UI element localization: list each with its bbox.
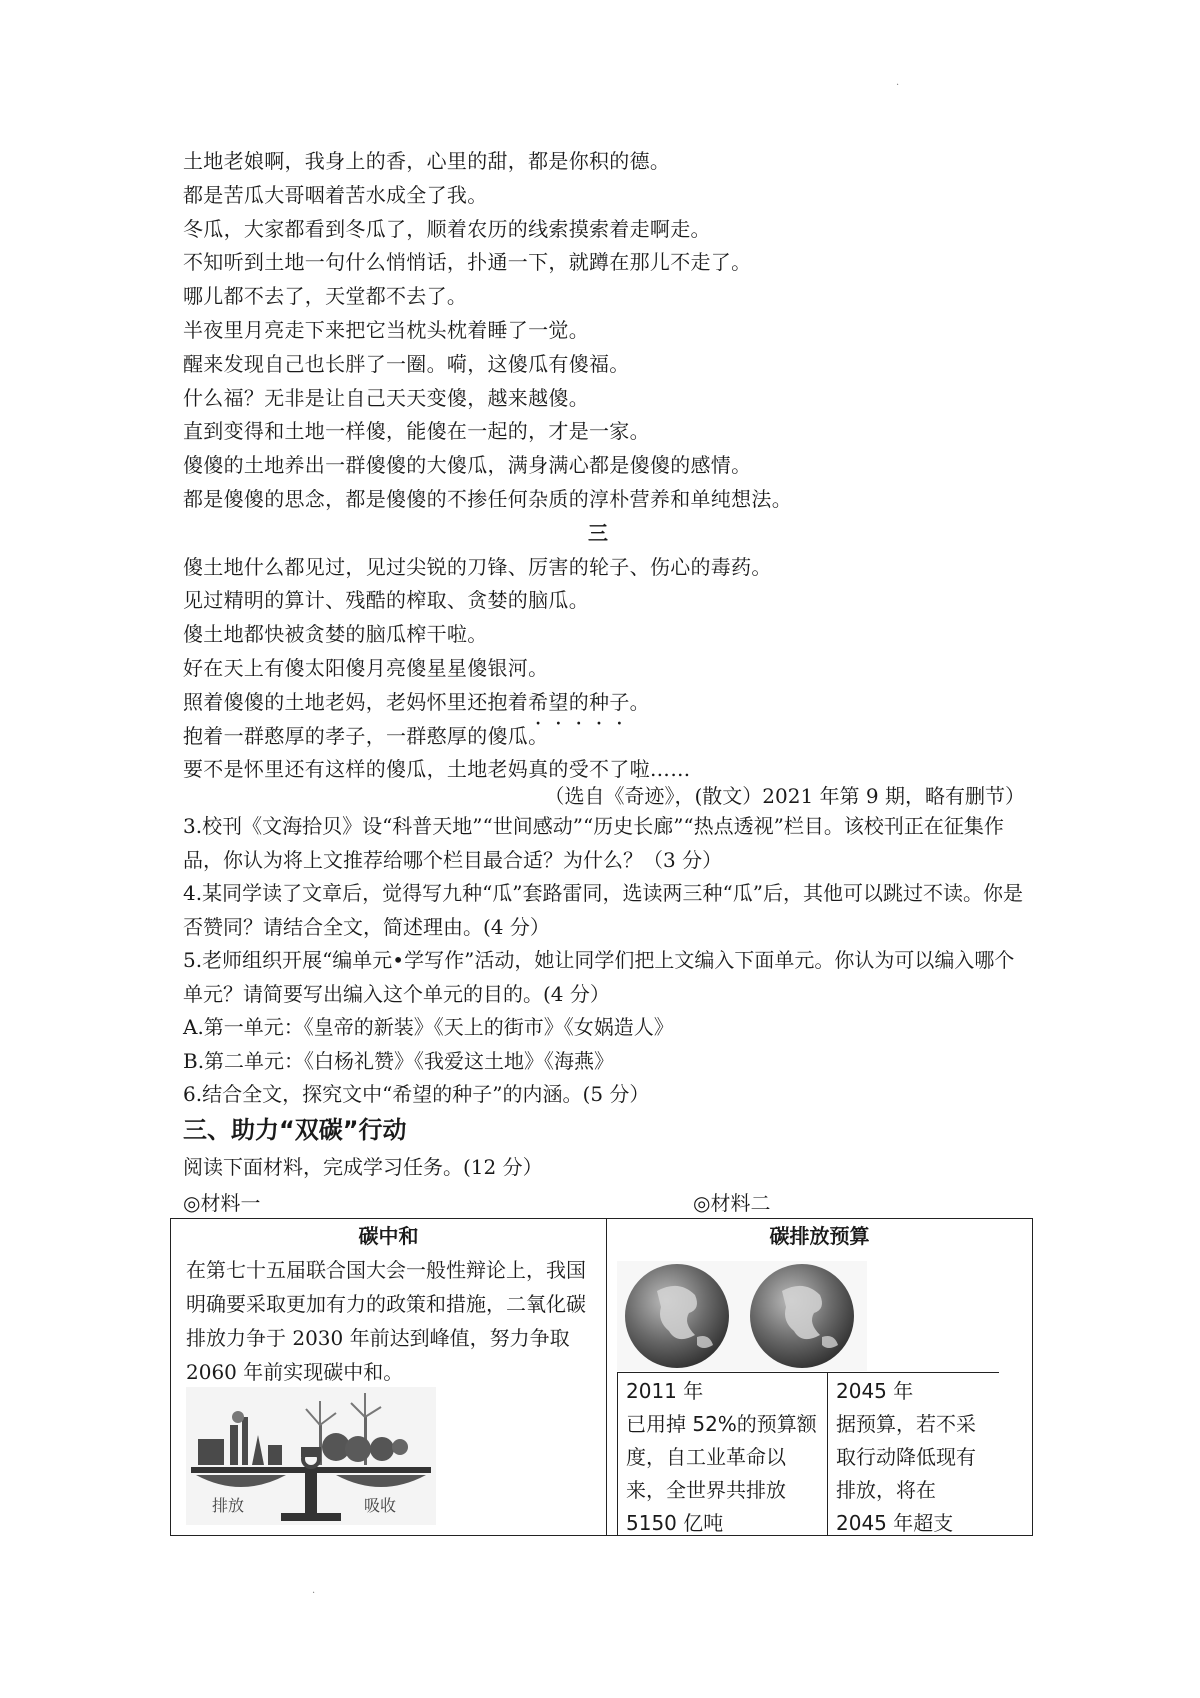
poem-line: 傻傻的土地养出一群傻傻的大傻瓜，满身满心都是傻傻的感情。: [183, 453, 752, 478]
section-title: 三、助力“双碳”行动: [183, 1116, 407, 1144]
scan-dot: ·: [312, 1588, 316, 1599]
poem-line: 半夜里月亮走下来把它当枕头枕着睡了一觉。: [183, 317, 589, 342]
material-2-title: 碳排放预算: [769, 1224, 870, 1248]
material-1-label: ◎材料一: [183, 1191, 261, 1215]
globe-2045-icon: [750, 1264, 854, 1368]
emphasis-char: 的: [568, 689, 590, 714]
poem-line: 不知听到土地一句什么悄悄话，扑通一下，就蹲在那儿不走了。: [183, 250, 752, 275]
section-intro: 阅读下面材料，完成学习任务。(12 分）: [183, 1155, 543, 1179]
budget-2011-year: 2011 年: [626, 1379, 704, 1403]
budget-2045-year: 2045 年: [836, 1379, 914, 1403]
emphasis-char: 子: [609, 689, 630, 714]
poem-line-seed: [183, 686, 1043, 720]
carbon-budget-table: [617, 1372, 999, 1536]
emphasis-char: 希: [528, 689, 549, 714]
poem-line: 见过精明的算计、残酷的榨取、贪婪的脑瓜。: [183, 588, 589, 613]
question-3: 3.校刊《文海拾贝》设“科普天地”“世间感动”“历史长廊”“热点透视”栏目。该校刊正在征集作品，你认为将上文推荐给哪个栏目最合适？为什么？（3 分）: [183, 814, 1004, 872]
emphasis-char: 种: [589, 689, 610, 714]
budget-2011-cell: [618, 1373, 828, 1536]
poem-line: 好在天上有傻太阳傻月亮傻星星傻银河。: [183, 655, 549, 680]
poem-line: 傻土地都快被贪婪的脑瓜榨干啦。: [183, 622, 488, 647]
seed-line-start: 照着傻傻的土地老妈，老妈怀里还抱着: [183, 689, 529, 714]
emphasis-char: 望: [548, 689, 569, 714]
emission-label: 排放: [212, 1496, 245, 1515]
seed-line-end: 。: [629, 689, 650, 714]
absorption-label: 吸收: [364, 1496, 397, 1515]
materials-table: [170, 1218, 1033, 1536]
budget-2045-text: 据预算，若不采取行动降低现有排放，将在 2045 年超支: [836, 1412, 976, 1535]
poem-line: 傻土地什么都见过，见过尖锐的刀锋、厉害的轮子、伤心的毒药。: [183, 554, 772, 579]
material-2-label: ◎材料二: [693, 1191, 771, 1215]
scan-dot: ·: [896, 80, 900, 91]
globe-2011-icon: [625, 1264, 729, 1368]
poem-line: 都是苦瓜大哥咽着苦水成全了我。: [183, 182, 488, 207]
poem-excerpt: [183, 145, 1043, 787]
material-1-cell: [171, 1219, 607, 1535]
poem-line: 土地老娘啊，我身上的香，心里的甜，都是你积的德。: [183, 149, 671, 173]
option-b: B.第二单元：《白杨礼赞》《我爱这土地》《海燕》: [183, 1048, 615, 1073]
poem-line: 醒来发现自己也长胖了一圈。嗬，这傻瓜有傻福。: [183, 351, 630, 376]
globes-illustration: [617, 1261, 867, 1371]
question-6: 6.结合全文，探究文中“希望的种子”的内涵。(5 分）: [183, 1082, 650, 1106]
question-list: [183, 810, 1028, 1112]
material-1-title: 碳中和: [358, 1224, 419, 1248]
option-a: A.第一单元：《皇帝的新装》《天上的街市》《女娲造人》: [183, 1015, 674, 1039]
poem-line: 要不是怀里还有这样的傻瓜，土地老妈真的受不了啦……: [183, 757, 691, 782]
poem-line: 抱着一群憨厚的孝子，一群憨厚的傻瓜。: [183, 723, 549, 748]
budget-2011-text: 已用掉 52%的预算额度，自工业革命以来，全世界共排放 5150 亿吨: [626, 1412, 817, 1535]
budget-2045-cell: [828, 1373, 999, 1536]
poem-line: 直到变得和土地一样傻，能傻在一起的，才是一家。: [183, 419, 650, 444]
poem-line: 都是傻傻的思念，都是傻傻的不掺任何杂质的淳朴营养和单纯想法。: [183, 486, 792, 511]
material-1-text: 在第七十五届联合国大会一般性辩论上，我国明确要采取更加有力的政策和措施，二氧化碳排放力争于 2030 年前达到峰值，努力争取 2060 年前实现碳中和。: [186, 1258, 586, 1384]
poem-line: 哪儿都不去了，天堂都不去了。: [183, 284, 468, 309]
question-4: 4.某同学读了文章后，觉得写九种“瓜”套路雷同，选读两三种“瓜”后，其他可以跳过不读。你是否赞同？请结合全文，简述理由。(4 分）: [183, 881, 1023, 939]
source-citation: （选自《奇迹》，(散文）2021 年第 9 期，略有删节）: [544, 784, 1025, 808]
question-5: 5.老师组织开展“编单元•学写作”活动，她让同学们把上文编入下面单元。你认为可以编入哪个单元？请简要写出编入这个单元的目的。(4 分）: [183, 948, 1015, 1006]
poem-line: 什么福？无非是让自己天天变傻，越来越傻。: [183, 385, 589, 410]
material-2-cell: [607, 1219, 1032, 1535]
poem-line: 冬瓜，大家都看到冬瓜了，顺着农历的线索摸索着走啊走。: [183, 216, 711, 241]
balance-scale-illustration: [186, 1387, 436, 1525]
section-number: 三: [588, 520, 608, 545]
